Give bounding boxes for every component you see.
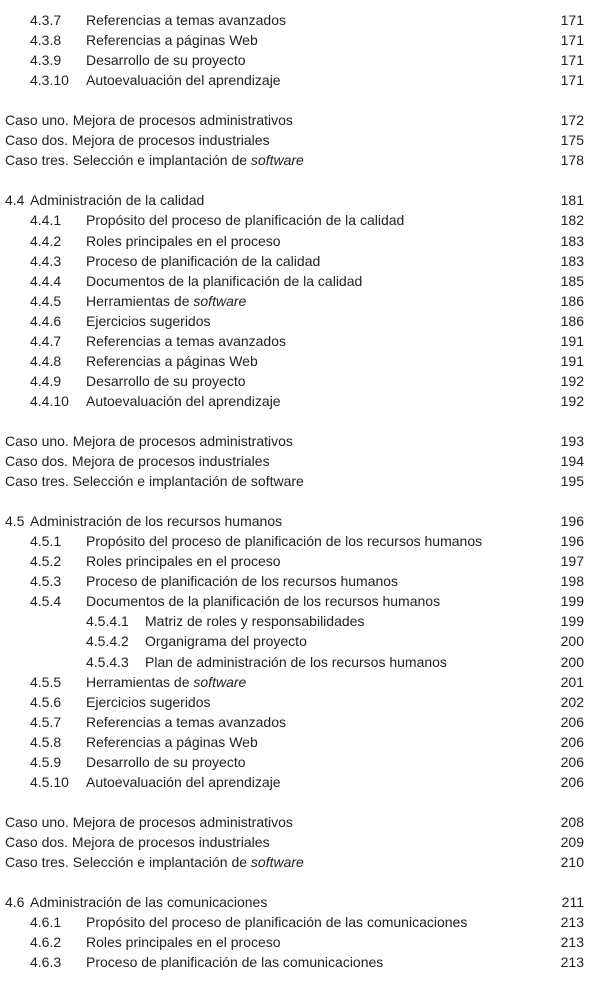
section-title xyxy=(86,271,362,291)
section-number: 4.5.1 xyxy=(30,533,62,550)
section-number: 4.4.9 xyxy=(30,372,62,389)
section-title xyxy=(145,652,447,672)
section-number: 4.3.7 xyxy=(30,12,62,28)
toc-entry xyxy=(0,892,600,912)
section-title xyxy=(5,150,304,170)
section-title xyxy=(86,50,246,70)
page-number: 202 xyxy=(560,693,584,710)
section-number: 4.5.4.3 xyxy=(86,653,129,670)
page-number: 208 xyxy=(560,813,584,830)
spacer xyxy=(0,792,600,812)
toc-entry xyxy=(0,271,600,291)
section-title xyxy=(86,231,281,251)
page-number: 198 xyxy=(560,573,584,590)
section-title-italic: software xyxy=(193,673,247,690)
section-title-text: Caso dos. Mejora de procesos industriales xyxy=(5,833,270,850)
section-number: 4.5.8 xyxy=(30,733,62,750)
page-number: 213 xyxy=(560,934,584,951)
page-number: 171 xyxy=(560,12,584,28)
section-title-text: Proceso de planificación de las comunicaciones xyxy=(86,954,384,971)
toc-entry xyxy=(0,531,600,551)
section-title xyxy=(5,812,293,832)
toc-entry xyxy=(0,912,600,932)
toc-entry xyxy=(0,210,600,230)
page-number: 206 xyxy=(560,713,584,730)
toc-case-entry xyxy=(0,150,600,170)
toc-entry xyxy=(0,70,600,90)
section-title-text: Proceso de planificación de los recursos humanos xyxy=(86,573,399,590)
page-number: 200 xyxy=(560,653,584,670)
section-title-text: Matriz de roles y responsabilidades xyxy=(145,613,365,630)
section-number: 4.4.4 xyxy=(30,272,62,289)
section-title xyxy=(86,10,286,30)
section-title-italic: software xyxy=(250,853,304,870)
section-title-italic: software xyxy=(250,152,304,169)
section-title xyxy=(86,732,258,752)
toc-entry xyxy=(0,732,600,752)
section-title xyxy=(86,591,440,611)
section-title-text: Autoevaluación del aprendizaje xyxy=(86,72,281,89)
section-title xyxy=(5,471,304,491)
section-title-text: Propósito del proceso de planificación de la calidad xyxy=(86,212,405,229)
section-title xyxy=(86,772,281,792)
toc-entry xyxy=(0,591,600,611)
section-title xyxy=(86,291,246,311)
section-title-text: Referencias a temas avanzados xyxy=(86,332,286,349)
toc-entry xyxy=(0,511,600,531)
page-number: 186 xyxy=(560,292,584,309)
section-title-text: Caso dos. Mejora de procesos industriales xyxy=(5,453,270,470)
toc-entry xyxy=(0,692,600,712)
section-title-text: Administración de la calidad xyxy=(30,192,205,209)
section-title-text: Caso uno. Mejora de procesos administrativos xyxy=(5,112,293,129)
section-title xyxy=(30,511,282,531)
page-number: 183 xyxy=(560,252,584,269)
section-title xyxy=(86,712,286,732)
page-number: 172 xyxy=(560,112,584,129)
section-number: 4.3.10 xyxy=(30,72,69,89)
section-title-text: Ejercicios sugeridos xyxy=(86,693,211,710)
section-title-text: Roles principales en el proceso xyxy=(86,553,281,570)
spacer xyxy=(0,170,600,190)
page-number: 178 xyxy=(560,152,584,169)
toc-case-entry xyxy=(0,832,600,852)
toc-entry xyxy=(0,190,600,210)
section-title xyxy=(86,30,258,50)
toc-entry xyxy=(0,231,600,251)
spacer xyxy=(0,491,600,511)
toc-entry xyxy=(0,391,600,411)
toc-entry xyxy=(0,772,600,792)
section-title-text: Referencias a páginas Web xyxy=(86,733,258,750)
toc-case-entry xyxy=(0,451,600,471)
section-title-text: Propósito del proceso de planificación de los recursos humanos xyxy=(86,533,483,550)
section-number: 4.4.8 xyxy=(30,352,62,369)
page-number: 206 xyxy=(560,733,584,750)
page-number: 186 xyxy=(560,312,584,329)
section-title xyxy=(5,130,270,150)
section-title xyxy=(145,611,364,631)
section-number: 4.4.1 xyxy=(30,212,62,229)
section-number: 4.5.4.1 xyxy=(86,613,129,630)
section-title xyxy=(30,892,267,912)
section-title xyxy=(86,952,383,972)
page-number: 206 xyxy=(560,753,584,770)
section-title-text: Referencias a páginas Web xyxy=(86,352,258,369)
spacer xyxy=(0,411,600,431)
page-number: 201 xyxy=(560,673,584,690)
page-number: 211 xyxy=(561,894,584,911)
toc-entry xyxy=(0,952,600,972)
page-number: 200 xyxy=(560,633,584,650)
section-title-text: Herramientas de xyxy=(86,292,194,309)
section-title-text: Caso tres. Selección e implantación de xyxy=(5,853,251,870)
toc-case-entry xyxy=(0,852,600,872)
toc-entry xyxy=(0,551,600,571)
section-number: 4.5.3 xyxy=(30,573,62,590)
page-number: 193 xyxy=(560,432,584,449)
section-title xyxy=(5,431,293,451)
section-title xyxy=(86,391,281,411)
section-number: 4.5.4 xyxy=(30,593,62,610)
section-number: 4.4.7 xyxy=(30,332,62,349)
toc-entry xyxy=(0,30,600,50)
toc-entry xyxy=(0,291,600,311)
section-title xyxy=(86,692,211,712)
page-number: 171 xyxy=(560,52,584,69)
section-title-text: Caso uno. Mejora de procesos administrativos xyxy=(5,813,293,830)
section-number: 4.6.2 xyxy=(30,934,62,951)
section-title-text: Referencias a temas avanzados xyxy=(86,12,286,28)
page-number: 171 xyxy=(560,32,584,49)
section-title xyxy=(5,110,293,130)
page-number: 171 xyxy=(560,72,584,89)
section-title xyxy=(5,832,270,852)
section-title xyxy=(145,631,307,651)
section-title xyxy=(5,852,304,872)
section-number: 4.6.1 xyxy=(30,914,62,931)
section-title-text: Documentos de la planificación de la calidad xyxy=(86,272,363,289)
section-title xyxy=(86,251,320,271)
section-title-text: Caso tres. Selección e implantación de software xyxy=(5,473,304,490)
section-title-text: Roles principales en el proceso xyxy=(86,934,281,951)
section-title xyxy=(86,752,246,772)
toc-entry xyxy=(0,571,600,591)
section-title-text: Caso uno. Mejora de procesos administrativos xyxy=(5,432,293,449)
page-number: 199 xyxy=(560,593,584,610)
toc-entry xyxy=(0,752,600,772)
page-number: 175 xyxy=(560,132,584,149)
section-number: 4.6.3 xyxy=(30,954,62,971)
section-number: 4.5.5 xyxy=(30,673,62,690)
toc-entry xyxy=(0,932,600,952)
toc-entry xyxy=(0,10,600,30)
section-title xyxy=(30,190,204,210)
section-title-text: Autoevaluación del aprendizaje xyxy=(86,773,281,790)
section-number: 4.5 xyxy=(5,513,25,530)
spacer xyxy=(0,90,600,110)
toc-entry xyxy=(0,311,600,331)
toc-case-entry xyxy=(0,471,600,491)
section-title xyxy=(86,932,281,952)
section-title-text: Administración de los recursos humanos xyxy=(30,513,283,530)
section-title-text: Documentos de la planificación de los recursos humanos xyxy=(86,593,441,610)
section-title-text: Referencias a temas avanzados xyxy=(86,713,286,730)
section-title-text: Plan de administración de los recursos humanos xyxy=(145,653,447,670)
section-title-text: Desarrollo de su proyecto xyxy=(86,753,246,770)
page-number: 195 xyxy=(560,473,584,490)
section-title xyxy=(86,551,281,571)
section-title-text: Referencias a páginas Web xyxy=(86,32,258,49)
section-number: 4.5.9 xyxy=(30,753,62,770)
page-number: 191 xyxy=(560,332,584,349)
section-number: 4.4 xyxy=(5,192,25,209)
section-title-text: Autoevaluación del aprendizaje xyxy=(86,392,281,409)
section-number: 4.5.10 xyxy=(30,773,69,790)
section-number: 4.4.10 xyxy=(30,392,69,409)
toc-entry xyxy=(0,50,600,70)
section-title-text: Desarrollo de su proyecto xyxy=(86,52,246,69)
section-title xyxy=(86,210,404,230)
page-number: 213 xyxy=(560,954,584,971)
section-number: 4.3.8 xyxy=(30,32,62,49)
section-number: 4.4.5 xyxy=(30,292,62,309)
page-number: 199 xyxy=(560,613,584,630)
toc-entry xyxy=(0,631,600,651)
page-number: 213 xyxy=(560,914,584,931)
section-title-text: Organigrama del proyecto xyxy=(145,633,307,650)
section-title xyxy=(5,451,270,471)
section-number: 4.4.6 xyxy=(30,312,62,329)
page-number: 196 xyxy=(560,513,584,530)
toc-entry xyxy=(0,251,600,271)
toc-entry xyxy=(0,351,600,371)
section-title-text: Herramientas de xyxy=(86,673,194,690)
section-title xyxy=(86,351,258,371)
section-number: 4.5.4.2 xyxy=(86,633,129,650)
section-title-text: Desarrollo de su proyecto xyxy=(86,372,246,389)
section-title xyxy=(86,311,211,331)
toc-entry xyxy=(0,672,600,692)
page-number: 192 xyxy=(560,392,584,409)
page-number: 185 xyxy=(560,272,584,289)
section-title xyxy=(86,672,246,692)
section-number: 4.5.6 xyxy=(30,693,62,710)
section-number: 4.5.7 xyxy=(30,713,62,730)
section-number: 4.3.9 xyxy=(30,52,62,69)
section-title-italic: software xyxy=(193,292,247,309)
table-of-contents xyxy=(0,10,600,972)
page-number: 181 xyxy=(560,192,584,209)
section-title xyxy=(86,371,246,391)
section-number: 4.4.3 xyxy=(30,252,62,269)
section-title-text: Propósito del proceso de planificación de las comunicaciones xyxy=(86,914,468,931)
section-title-text: Roles principales en el proceso xyxy=(86,232,281,249)
toc-entry xyxy=(0,652,600,672)
section-title xyxy=(86,331,286,351)
section-title xyxy=(86,912,467,932)
page-number: 210 xyxy=(560,853,584,870)
page-number: 197 xyxy=(560,553,584,570)
section-title xyxy=(86,531,482,551)
toc-entry xyxy=(0,611,600,631)
toc-case-entry xyxy=(0,130,600,150)
page-number: 191 xyxy=(560,352,584,369)
toc-entry xyxy=(0,712,600,732)
page-number: 182 xyxy=(560,212,584,229)
section-title xyxy=(86,571,398,591)
section-title-text: Caso tres. Selección e implantación de xyxy=(5,152,251,169)
section-title-text: Ejercicios sugeridos xyxy=(86,312,211,329)
section-title xyxy=(86,70,281,90)
page-number: 183 xyxy=(560,232,584,249)
section-title-text: Proceso de planificación de la calidad xyxy=(86,252,321,269)
toc-case-entry xyxy=(0,110,600,130)
page-number: 192 xyxy=(560,372,584,389)
section-title-text: Caso dos. Mejora de procesos industriales xyxy=(5,132,270,149)
spacer xyxy=(0,872,600,892)
page-number: 209 xyxy=(560,833,584,850)
section-title-text: Administración de las comunicaciones xyxy=(30,894,268,911)
toc-case-entry xyxy=(0,431,600,451)
section-number: 4.5.2 xyxy=(30,553,62,570)
toc-case-entry xyxy=(0,812,600,832)
page-number: 206 xyxy=(560,773,584,790)
page-number: 194 xyxy=(560,453,584,470)
section-number: 4.6 xyxy=(5,894,25,911)
toc-entry xyxy=(0,371,600,391)
section-number: 4.4.2 xyxy=(30,232,62,249)
toc-entry xyxy=(0,331,600,351)
page-number: 196 xyxy=(560,533,584,550)
